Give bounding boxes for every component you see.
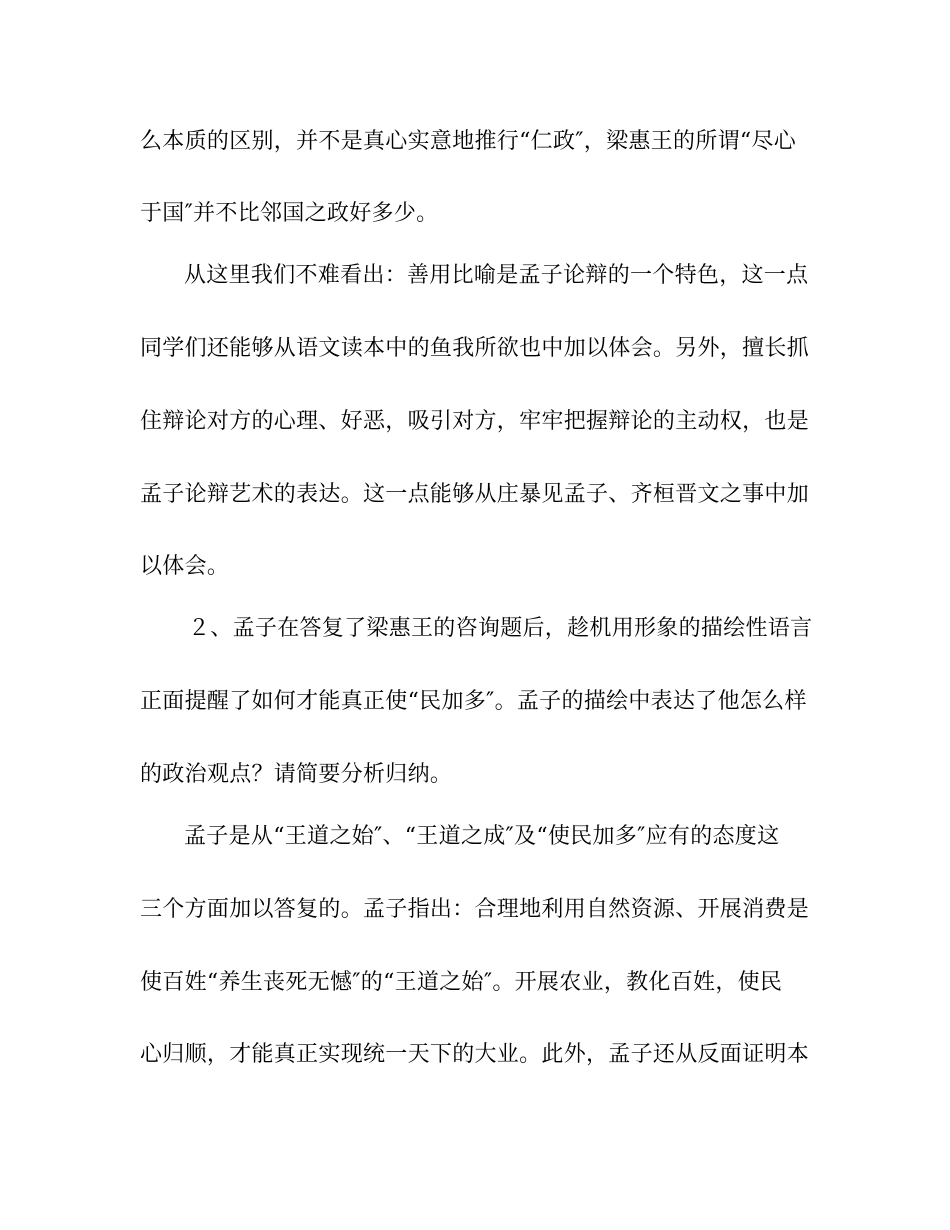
text-line: 心归顺，才能真正实现统一天下的大业。此外，孟子还从反面证明本: [140, 1042, 810, 1067]
text-line: 孟子论辩艺术的表达。这一点能够从庄暴见孟子、齐桓晋文之事中加: [140, 482, 810, 507]
text-line: 同学们还能够从语文读本中的鱼我所欲也中加以体会。另外，擅长抓: [140, 336, 810, 361]
text-line: 使百姓“养生丧死无憾″的“王道之始″。开展农业，教化百姓，使民: [140, 970, 783, 995]
text-line: 以体会。: [140, 554, 230, 579]
text-line: 么本质的区别，并不是真心实意地推行“仁政″，梁惠王的所谓“尽心: [140, 129, 797, 154]
question-start-line: ２、孟子在答复了梁惠王的咨询题后，趁机用形象的描绘性语言: [188, 616, 813, 641]
text-line: 正面提醒了如何才能真正使“民加多″。孟子的描绘中表达了他怎么样: [140, 689, 807, 714]
paragraph-start-line: 从这里我们不难看出：善用比喻是孟子论辩的一个特色，这一点: [184, 263, 809, 288]
text-line: 的政治观点？请简要分析归纳。: [140, 762, 453, 787]
text-line: 住辩论对方的心理、好恶，吸引对方，牢牢把握辩论的主动权，也是: [140, 409, 810, 434]
text-line: 于国″并不比邻国之政好多少。: [140, 201, 439, 226]
paragraph-start-line: 孟子是从“王道之始″、“王道之成″及“使民加多″应有的态度这: [184, 824, 780, 849]
text-line: 三个方面加以答复的。孟子指出：合理地利用自然资源、开展消费是: [140, 897, 810, 922]
